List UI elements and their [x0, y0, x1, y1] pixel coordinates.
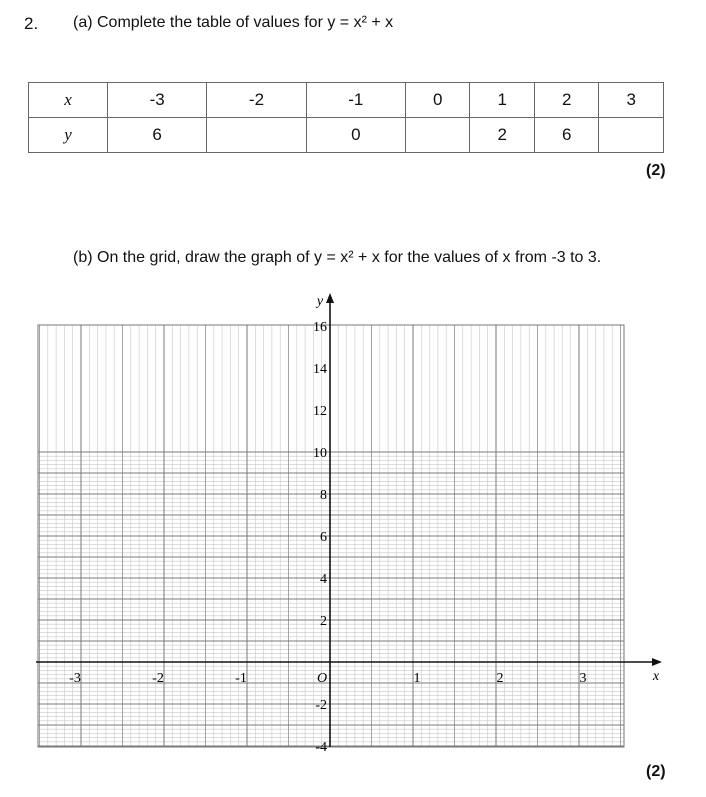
x-cell: -3 — [108, 83, 207, 118]
x-row-header: x — [29, 83, 108, 118]
y-tick-label: 8 — [320, 488, 327, 503]
y-cell[interactable]: 6 — [534, 118, 598, 153]
origin-label: O — [316, 671, 328, 686]
x-cell: -1 — [306, 83, 405, 118]
y-cell[interactable]: 2 — [470, 118, 534, 153]
x-tick-label: -2 — [152, 671, 164, 686]
x-tick-label: 1 — [413, 671, 421, 686]
x-cell: 0 — [405, 83, 469, 118]
x-cell: 1 — [470, 83, 534, 118]
x-tick-label: -3 — [69, 671, 81, 686]
y-axis-arrow — [326, 293, 334, 303]
y-tick-label: 2 — [320, 614, 327, 629]
y-tick-label: 14 — [313, 362, 327, 377]
y-tick-label: -2 — [315, 698, 327, 713]
part-b-prompt: (b) On the grid, draw the graph of y = x² + x for the values of x from -3 to 3. — [73, 249, 602, 266]
part-a-marks: (2) — [646, 162, 666, 179]
y-cell[interactable] — [599, 118, 664, 153]
x-tick-label: 2 — [496, 671, 504, 686]
y-tick-label: 6 — [320, 530, 327, 545]
y-tick-label: 4 — [320, 572, 327, 587]
y-cell[interactable] — [207, 118, 306, 153]
part-b-marks: (2) — [646, 763, 666, 780]
x-axis-arrow — [652, 658, 662, 666]
tick-labels — [69, 294, 660, 755]
x-tick-label: -1 — [235, 671, 247, 686]
y-tick-label: 16 — [313, 320, 327, 335]
question-number: 2. — [24, 14, 39, 33]
x-cell: 2 — [534, 83, 598, 118]
x-axis-label: x — [652, 669, 660, 684]
y-cell[interactable]: 0 — [306, 118, 405, 153]
x-tick-label: 3 — [579, 671, 587, 686]
y-row-header: y — [29, 118, 108, 153]
x-cell: -2 — [207, 83, 306, 118]
y-tick-label: 12 — [313, 404, 327, 419]
grid-major-lines — [38, 325, 624, 747]
y-axis-label: y — [316, 294, 324, 309]
table-row-y — [29, 118, 664, 153]
y-tick-label: -4 — [315, 740, 327, 755]
values-table — [28, 82, 664, 153]
table-row-x — [29, 83, 664, 118]
graph-grid[interactable] — [0, 285, 706, 765]
x-cell: 3 — [599, 83, 664, 118]
y-tick-label: 10 — [313, 446, 327, 461]
y-cell[interactable]: 6 — [108, 118, 207, 153]
part-a-prompt: (a) Complete the table of values for y = x² + x — [73, 14, 394, 31]
y-cell[interactable] — [405, 118, 469, 153]
